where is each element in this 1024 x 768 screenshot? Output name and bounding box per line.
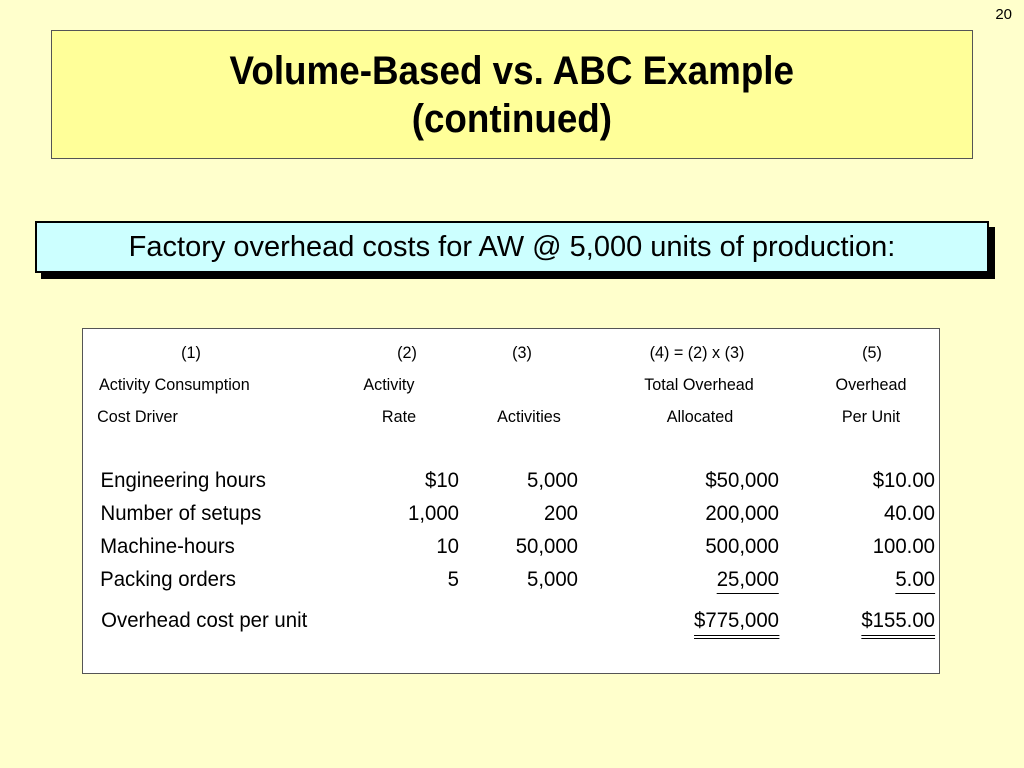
col-header-activity-consumption: Activity Consumption bbox=[98, 375, 250, 394]
row-rate: 10 bbox=[436, 535, 459, 558]
col-header-2-number: (2) bbox=[397, 343, 417, 362]
row-allocated: $50,000 bbox=[705, 469, 779, 492]
col-header-allocated: Allocated bbox=[666, 407, 734, 426]
overhead-table bbox=[82, 328, 940, 674]
row-per-unit: $10.00 bbox=[872, 469, 935, 492]
row-activities: 50,000 bbox=[515, 535, 578, 558]
row-per-unit: 40.00 bbox=[884, 502, 935, 525]
title-line-2: (continued) bbox=[411, 96, 613, 141]
row-driver: Packing orders bbox=[100, 568, 236, 591]
slide-number: 20 bbox=[995, 6, 1012, 23]
row-per-unit: 5.00 bbox=[895, 568, 935, 594]
row-driver: Number of setups bbox=[100, 502, 262, 525]
title-line-1: Volume-Based vs. ABC Example bbox=[229, 48, 795, 93]
total-per-unit: $155.00 bbox=[861, 609, 935, 639]
row-allocated: 25,000 bbox=[717, 568, 779, 594]
row-rate: $10 bbox=[425, 469, 459, 492]
row-activities: 5,000 bbox=[527, 568, 578, 591]
row-rate: 1,000 bbox=[408, 502, 459, 525]
col-header-per-unit: Per Unit bbox=[841, 407, 901, 426]
col-header-activity: Activity bbox=[363, 375, 415, 394]
col-header-overhead: Overhead bbox=[835, 375, 907, 394]
col-header-5-number: (5) bbox=[862, 343, 882, 362]
row-allocated: 500,000 bbox=[705, 535, 779, 558]
col-header-4-formula: (4) = (2) x (3) bbox=[649, 343, 745, 362]
row-allocated: 200,000 bbox=[705, 502, 779, 525]
subtitle-text: Factory overhead costs for AW @ 5,000 units of production: bbox=[128, 230, 896, 263]
total-label: Overhead cost per unit bbox=[101, 609, 308, 632]
row-per-unit: 100.00 bbox=[872, 535, 935, 558]
col-header-rate: Rate bbox=[381, 407, 417, 426]
title-box bbox=[51, 30, 973, 159]
row-activities: 5,000 bbox=[527, 469, 578, 492]
col-header-activities: Activities bbox=[497, 407, 561, 426]
col-header-3-number: (3) bbox=[512, 343, 532, 362]
row-driver: Machine-hours bbox=[100, 535, 235, 558]
col-header-1-number: (1) bbox=[181, 343, 201, 362]
row-activities: 200 bbox=[544, 502, 578, 525]
subtitle-box bbox=[35, 221, 989, 273]
total-allocated: $775,000 bbox=[694, 609, 779, 639]
row-driver: Engineering hours bbox=[100, 469, 266, 492]
row-rate: 5 bbox=[447, 568, 459, 591]
col-header-total-overhead: Total Overhead bbox=[644, 375, 754, 394]
col-header-cost-driver: Cost Driver bbox=[97, 407, 178, 426]
